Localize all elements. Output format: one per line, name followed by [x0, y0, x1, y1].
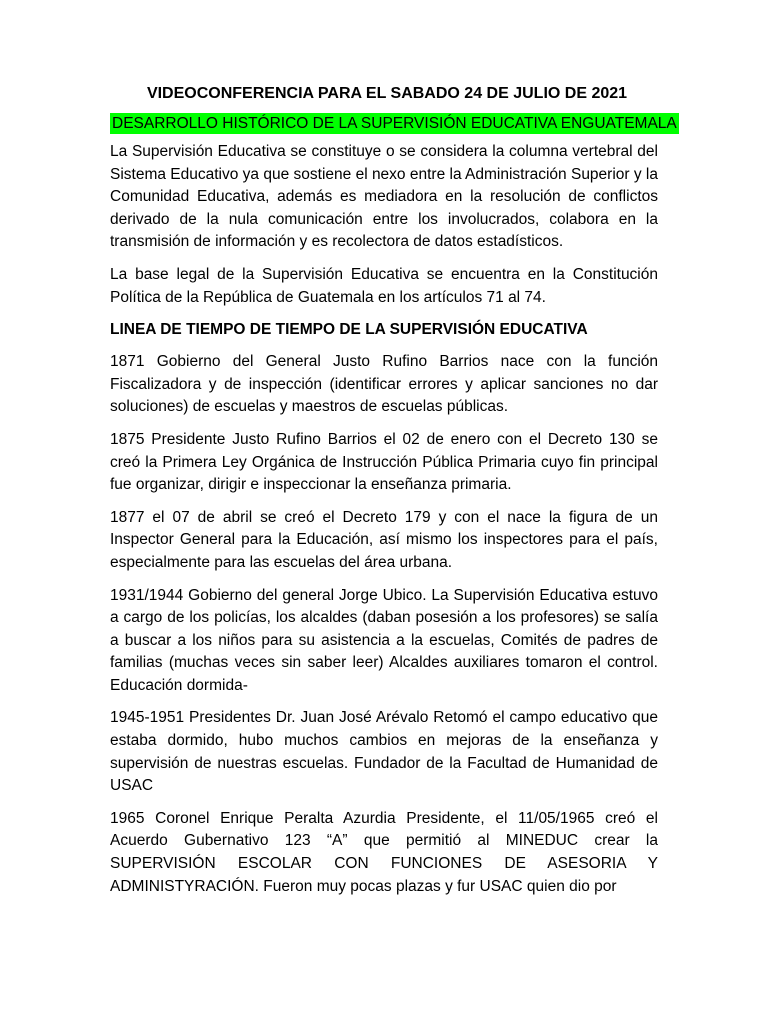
subtitle-container	[110, 113, 677, 134]
timeline-entry-1871: 1871 Gobierno del General Justo Rufino Barrios nace con la función Fiscalizadora y de inspección (identificar errores y aplicar sanciones no dar soluciones) de escuelas y maestros de escuelas públicas.	[110, 353, 658, 416]
timeline-heading: LINEA DE TIEMPO DE TIEMPO DE LA SUPERVISIÓN EDUCATIVA	[110, 321, 588, 339]
document-title: VIDEOCONFERENCIA PARA EL SABADO 24 DE JULIO DE 2021	[146, 85, 628, 102]
highlighted-subtitle: DESARROLLO HISTÓRICO DE LA SUPERVISIÓN EDUCATIVA ENGUATEMALA	[112, 115, 677, 132]
timeline-entry-1931-1944: 1931/1944 Gobierno del general Jorge Ubico. La Supervisión Educativa estuvo a cargo de los policías, los alcaldes (daban posesión a los profesores) se salía a buscar a los niños para su asistencia a la escuelas, Comités de padres de familias (muchas veces sin saber leer) Alcaldes auxiliares tomaron el control. Educación dormida-	[110, 586, 658, 694]
timeline-entry-1965: 1965 Coronel Enrique Peralta Azurdia Presidente, el 11/05/1965 creó el Acuerdo Gubernativo 123 “A” que permitió al MINEDUC crear la SUPERVISIÓN ESCOLAR CON FUNCIONES DE ASESORIA Y ADMINISTYRACIÓN. Fueron muy pocas plazas y fur USAC quien dio por	[110, 809, 658, 895]
legal-basis-paragraph: La base legal de la Supervisión Educativa se encuentra en la Constitución Política de la República de Guatemala en los artículos 71 al 74.	[110, 265, 658, 306]
timeline-entry-1877: 1877 el 07 de abril se creó el Decreto 179 y con el nace la figura de un Inspector General para la Educación, así mismo los inspectores para el país, especialmente para las escuelas del área urbana.	[110, 508, 658, 571]
intro-paragraph: La Supervisión Educativa se constituye o se considera la columna vertebral del Sistema Educativo ya que sostiene el nexo entre la Administración Superior y la Comunidad Educativa, además es mediadora en la resolución de conflictos derivado de la nula comunicación entre los involucrados, colabora en la transmisión de información y es recolectora de datos estadísticos.	[110, 143, 658, 251]
timeline-entry-1875: 1875 Presidente Justo Rufino Barrios el 02 de enero con el Decreto 130 se creó la Primera Ley Orgánica de Instrucción Pública Primaria cuyo fin principal fue organizar, dirigir e inspeccionar la enseñanza primaria.	[110, 430, 658, 494]
timeline-entry-1945-1951: 1945-1951 Presidentes Dr. Juan José Arévalo Retomó el campo educativo que estaba dormido, hubo muchos cambios en mejoras de la enseñanza y supervisión de nuestras escuelas. Fundador de la Facultad de Humanidad de USAC	[110, 709, 658, 795]
